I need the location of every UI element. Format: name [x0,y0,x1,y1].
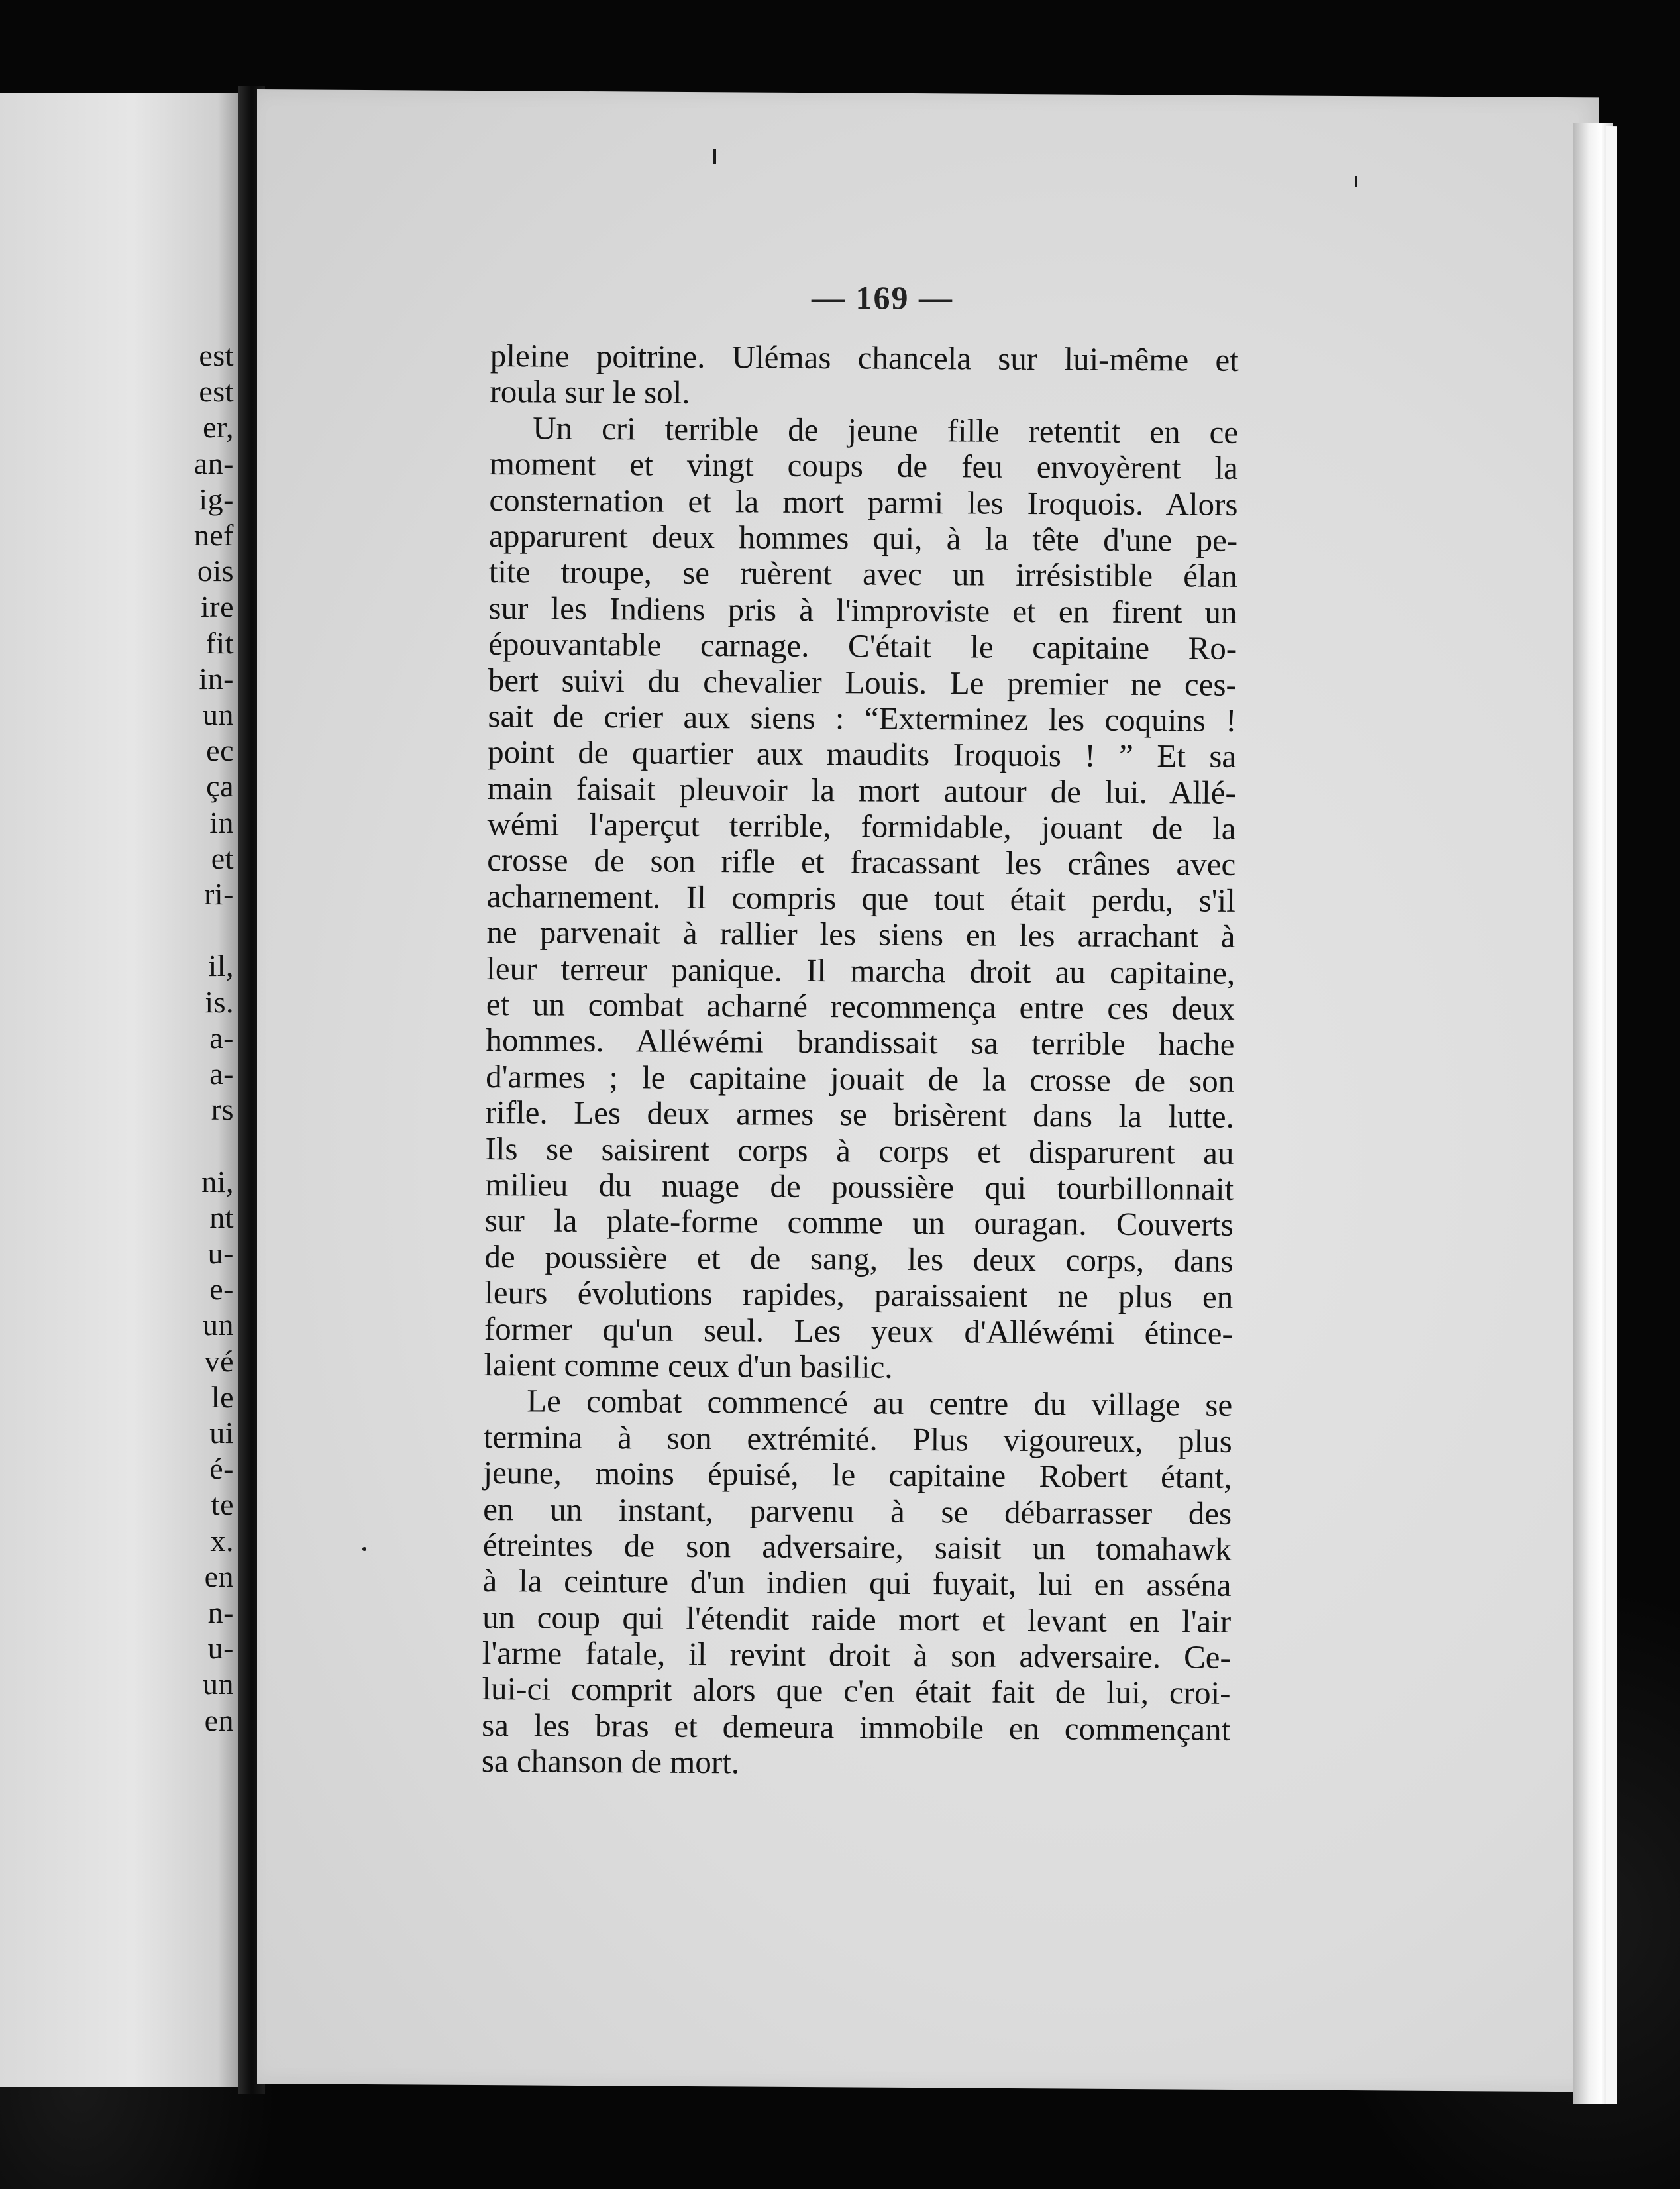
text-line: leurs évolutions rapides, paraissaient ne plus en [484,1274,1234,1316]
text-line: étreintes de son adversaire, saisit un tomahawk [482,1526,1232,1568]
text-line: bert suivi du chevalier Louis. Le premier ne ces- [488,661,1237,703]
left-page-line-fragment: an- [193,446,234,480]
body-text [482,338,1239,1784]
left-page-line-fragment: nef [193,518,234,552]
text-line: Ils se saisirent corps à corps et disparurent au [485,1130,1234,1171]
text-line: jeune, moins épuisé, le capitaine Robert étant, [483,1454,1232,1495]
text-line: wémi l'aperçut terrible, formidable, jouant de la [487,806,1236,847]
text-line: consternation et la mort parmi les Iroquois. Alors [489,481,1238,523]
left-page-line-fragment: un [203,1308,234,1342]
scan-speck [1355,176,1357,187]
text-line: sur la plate-forme comme un ouragan. Couverts [484,1202,1234,1244]
left-page-line-fragment: en [204,1559,234,1593]
text-line: d'armes ; le capitaine jouait de la crosse de son [486,1057,1235,1099]
text-line: sait de crier aux siens : “Exterminez les coquins ! [488,697,1237,739]
page-number: — 169 — [812,279,953,316]
left-page-line-fragment: te [211,1487,234,1522]
left-page-line-fragment: nt [209,1200,234,1234]
left-page-line-fragment: is. [205,985,234,1019]
left-page-line-fragment: u- [207,1236,234,1270]
left-page-line-fragment: en [204,1703,234,1737]
left-page-line-fragment: a- [209,1057,234,1091]
left-page-line-fragment: un [203,1667,234,1701]
text-line: moment et vingt coups de feu envoyèrent la [489,445,1238,487]
text-line: roula sur le sol. [490,373,690,411]
left-page-line-fragment: un [203,698,234,731]
left-page-line-fragment: est [199,339,234,372]
left-page-fragment [0,93,242,2087]
text-line: Un cri terrible de jeune fille retentit en ce [533,409,1239,451]
left-page-line-fragment: il, [208,949,234,983]
text-line: hommes. Alléwémi brandissait sa terrible hache [486,1022,1235,1063]
left-page-line-fragment: x. [210,1523,234,1558]
text-line: ne parvenait à rallier les siens en les arrachant à [486,914,1235,955]
text-line: sur les Indiens pris à l'improviste et en firent un [488,589,1237,631]
text-line: l'arme fatale, il revint droit à son adversaire. Ce- [482,1634,1232,1676]
left-page-line-fragment: ui [209,1416,234,1450]
left-page-line-fragment: ire [200,590,234,624]
left-page-line-fragment: e- [209,1272,234,1307]
text-line: crosse de son rifle et fracassant les crânes avec [487,841,1236,883]
text-line: former qu'un seul. Les yeux d'Alléwémi étince- [484,1310,1234,1352]
left-page-line-fragment: est [199,374,234,409]
text-line: sa chanson de mort. [481,1742,740,1781]
left-page-line-fragment: n- [207,1595,234,1629]
text-line: milieu du nuage de poussière qui tourbillonnait [485,1165,1234,1207]
left-page-line-fragment: rs [211,1093,234,1127]
left-page-line-fragment: ça [206,769,234,804]
text-line: acharnement. Il compris que tout était perdu, s'il [486,877,1236,919]
text-line: pleine poitrine. Ulémas chancela sur lui-même et [490,337,1239,378]
text-line: tite troupe, se ruèrent avec un irrésistible élan [488,553,1237,595]
text-line: leur terreur panique. Il marcha droit au capitaine, [486,949,1235,991]
left-page-line-fragment: u- [207,1631,234,1666]
left-page-line-fragment: vé [204,1344,234,1378]
text-line: et un combat acharné recommença entre ces deux [486,986,1235,1027]
text-line: à la ceinture d'un indien qui fuyait, lui en asséna [482,1562,1232,1604]
text-line: main faisait pleuvoir la mort autour de lui. Allé- [487,769,1236,811]
text-line: termina à son extrémité. Plus vigoureux, plus [483,1418,1233,1460]
text-line: point de quartier aux maudits Iroquois ! ” Et sa [488,733,1237,775]
left-page-line-fragment: ec [206,733,234,768]
left-page-line-fragment: in [209,805,234,839]
left-page-line-fragment: in- [199,661,234,696]
text-line: en un instant, parvenu à se débarrasser des [483,1490,1232,1532]
left-page-line-fragment: fit [205,625,234,660]
left-page-line-fragment: ni, [201,1164,234,1199]
left-page-line-fragment: ois [197,554,234,588]
text-line: de poussière et de sang, les deux corps, dans [484,1238,1234,1279]
text-line: laient comme ceux d'un basilic. [484,1346,893,1385]
text-line: un coup qui l'étendit raide mort et levant en l'air [482,1598,1232,1640]
text-line: sa les bras et demeura immobile en commençant [482,1706,1231,1748]
left-page-line-fragment: le [211,1379,234,1414]
scan-speck [362,1547,366,1551]
left-page-line-fragment: er, [203,410,234,445]
left-page-line-fragment: é- [209,1452,234,1486]
left-page-line-fragment: a- [209,1020,234,1055]
text-line: lui-ci comprit alors que c'en était fait de lui, croi- [482,1670,1231,1712]
text-line: apparurent deux hommes qui, à la tête d'une pe- [489,517,1238,559]
left-page-line-fragment: et [211,841,234,875]
text-line: épouvantable carnage. C'était le capitaine Ro- [488,625,1237,667]
scan-speck [713,149,716,164]
text-line: Le combat commencé au centre du village se [527,1382,1233,1424]
left-page-line-fragment: ri- [204,877,234,911]
left-page-line-fragment: ig- [199,482,234,516]
page-edge-highlight [1606,126,1617,2104]
text-line: rifle. Les deux armes se brisèrent dans la lutte. [485,1094,1235,1136]
